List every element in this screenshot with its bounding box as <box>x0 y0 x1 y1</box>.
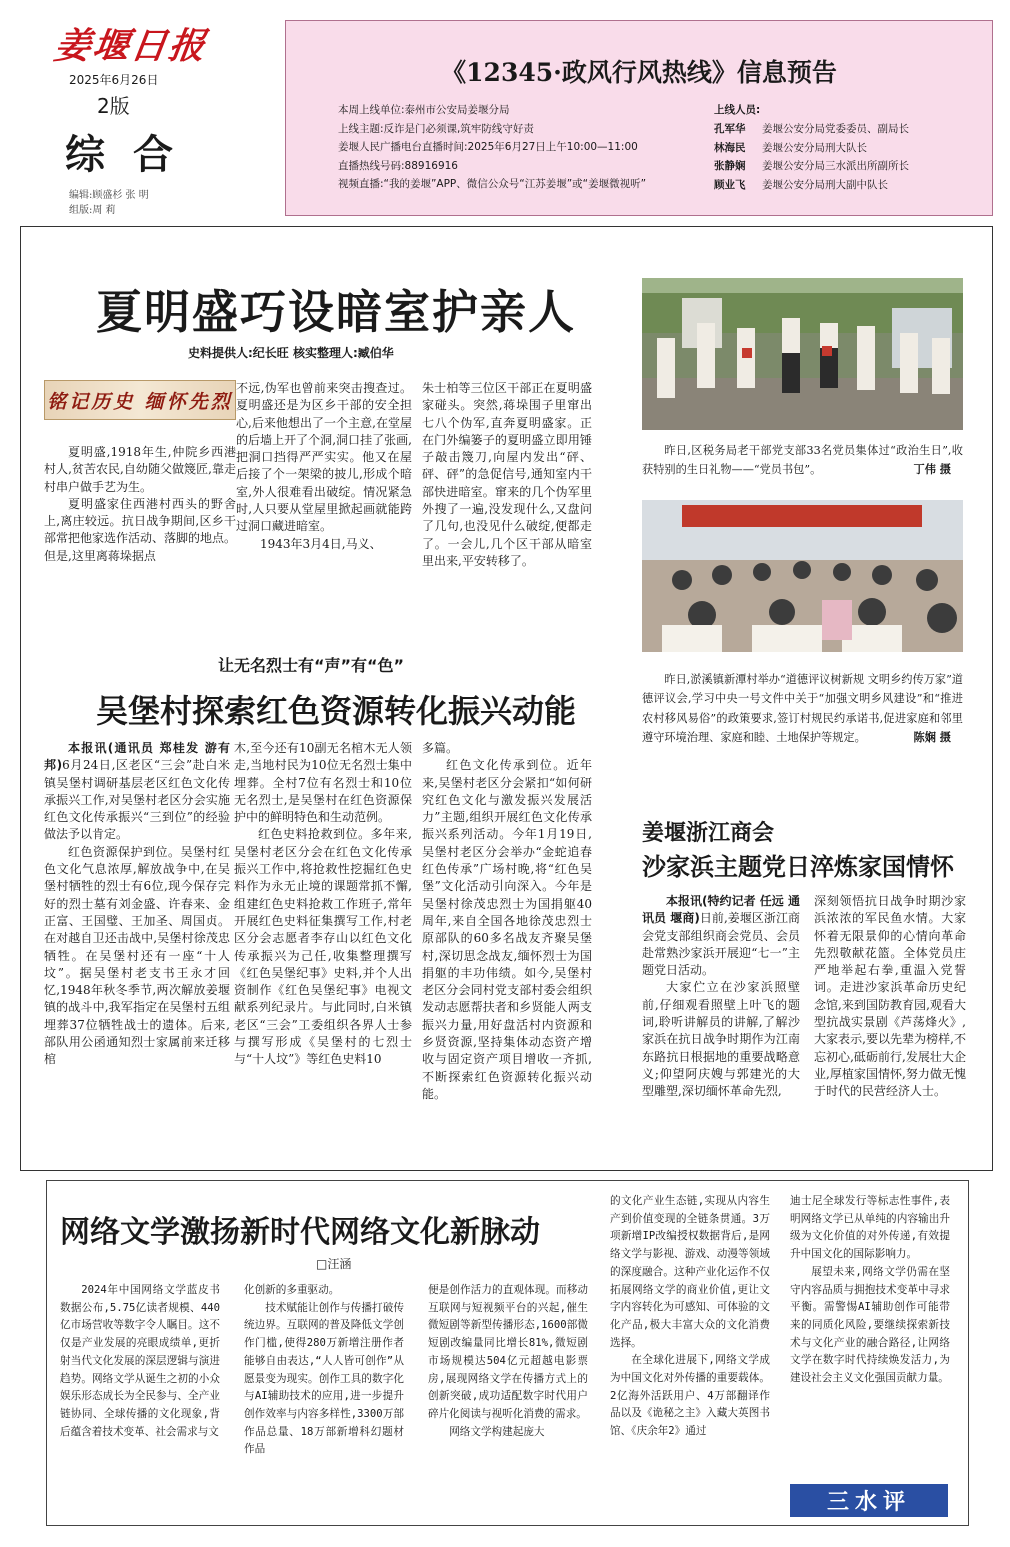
editor-line: 编辑:顾盛杉 张 明 <box>69 190 149 201</box>
photo-morality-meeting-image <box>642 500 963 652</box>
article1-col2 <box>236 380 412 606</box>
article1-byline: 史料提供人:纪长旺 核实整理人:臧伯华 <box>188 346 394 360</box>
article4-col1 <box>60 1282 220 1514</box>
article1-para: 不远,伪军也曾前来突击搜查过。夏明盛还是为区乡干部的安全担心,后来他想出了一个主意,在堂屋的后墙上开了个洞,洞口挂了张画,把洞口挡得严严实实。他又在屋后接了个一架梁的披儿,形成个暗室,外人很难看出破绽。情况紧急时,人只要从堂屋里掀起画就能跨过洞口藏进暗室。 <box>236 381 412 534</box>
photo-tax-bureau <box>642 278 963 430</box>
hotline-guests <box>714 101 909 195</box>
article3-col1 <box>642 893 800 1155</box>
article2-col1 <box>44 740 230 1155</box>
photo2-credit: 陈娴 摄 <box>913 729 951 744</box>
article4-para: 迪士尼全球发行等标志性事件,表明网络文学已从单纯的内容输出升级为文化价值的对外传递,有效提升中国文化的国际影响力。 <box>790 1195 950 1261</box>
hotline-info-line: 姜堰人民广播电台直播时间:2025年6月27日上午10:00—11:00 <box>338 141 638 153</box>
hotline-info-line: 视频直播:“我的姜堰”APP、微信公众号“江苏姜堰”或“姜堰微视听” <box>338 178 647 190</box>
article4-col3 <box>428 1282 588 1514</box>
photo2-caption <box>642 670 963 747</box>
article2-para: 多篇。 <box>422 741 459 755</box>
article4-para: 技术赋能让创作与传播打破传统边界。互联网的普及降低文学创作门槛,使得280万新增注册作者能够自由表达,“人人皆可创作”从愿景变为现实。创作工具的数字化与AI辅助技术的应用,进一步提升创作效率与内容多样性,3300万部作品总量、18万部新增科幻题材作品 <box>244 1301 404 1456</box>
photo1-credit: 丁伟 摄 <box>913 462 951 477</box>
photo1-caption <box>642 441 963 480</box>
article1-col3 <box>422 380 592 606</box>
article3-dateline: 本报讯(特约记者 任远 通讯员 堰商) <box>642 894 800 926</box>
article2-dateline: 本报讯(通讯员 郑桂发 游有邦) <box>44 741 230 773</box>
article2-col3 <box>422 740 592 1155</box>
photo2-caption-text: 昨日,淤溪镇新潭村举办“道德评议树新规 文明乡约传万家”道德评议会,学习中央一号文件中关于“加强文明乡风建设”和“推进农村移风易俗”的政策要求,签订村规民约承诺书,促进家庭和邻里遵守环境治理、家庭和睦、土地保护等规定。 <box>642 673 963 744</box>
photo-morality-meeting <box>642 500 963 652</box>
guests-label: 上线人员: <box>714 104 761 116</box>
article3-title2: 沙家浜主题党日淬炼家国情怀 <box>642 853 954 881</box>
section-title: 综合 <box>65 131 201 178</box>
photo-tax-bureau-image <box>642 278 963 430</box>
article4-title: 网络文学激扬新时代网络文化新脉动 <box>60 1215 540 1250</box>
guest-name: 顾业飞 <box>714 179 746 192</box>
article4-para: 便是创作活力的直观体现。而移动互联网与短视频平台的兴起,催生微短剧等新型传播形态,1600部微短剧改编量同比增长81%,微短剧市场规模达504亿元超越电影票房,展现网络文学在传播方式上的创新突破,成功适配数字时代用户碎片化阅读与视听化消费的需求。 <box>428 1284 588 1420</box>
article3-para: 大家伫立在沙家浜照壁前,仔细观看照壁上叶飞的题词,聆听讲解员的讲解,了解沙家浜在抗日战争时期作为江南东路抗日根据地的重要战略意义;仰望阿庆嫂与郭建光的大型雕塑,深切缅怀革命先烈, <box>642 980 800 1099</box>
article4-para: 2024年中国网络文学蓝皮书数据公布,5.75亿读者规模、440亿市场营收等数字令人瞩目。这不仅是产业发展的亮眼成绩单,更折射当代文化发展的深层逻辑与演进趋势。网络文学从诞生之初的小众娱乐形态成长为全民参与、全产业链协同、全球传播的文化现象,背后蕴含着技术变革、社会需求与文 <box>60 1284 220 1438</box>
guest-row <box>714 176 909 195</box>
history-banner: 铭记历史 缅怀先烈 <box>44 380 236 420</box>
article3-title1: 姜堰浙江商会 <box>642 821 775 846</box>
editor-credits <box>69 188 275 218</box>
article3-col2 <box>814 893 966 1155</box>
article1-para: 夏明盛,1918年生,仲院乡西港村人,贫苦农民,自幼随父做篾匠,靠走村串户做手艺为生。 <box>44 445 236 494</box>
newspaper-logo: 姜堰日报 <box>51 26 210 67</box>
page-number: 2版 <box>97 94 130 118</box>
article3-para: 深刻领悟抗日战争时期沙家浜浓浓的军民鱼水情。大家怀着无限景仰的心情向革命先烈敬献花篮。全体党员庄严地举起右拳,重温入党誓词。走进沙家浜革命历史纪念馆,来到国防教育园,观看大型抗战实景剧《芦荡烽火》,大家表示,要以先辈为榜样,不忘初心,砥砺前行,发展壮大企业,厚植家国情怀,努力做无愧于时代的民营经济人士。 <box>814 894 966 1099</box>
article4-para: 的文化产业生态链,实现从内容生产到价值变现的全链条贯通。3万项新增IP改编授权数据背后,是网络文学与影视、游戏、动漫等领域的深度融合。这种产业化运作不仅拓展网络文学的商业价值,更让文字内容转化为可感知、可体验的文化产品,极大丰富大众的文化消费选择。 <box>610 1195 770 1349</box>
article1-col1 <box>44 444 236 604</box>
article4-para: 展望未来,网络文学仍需在坚守内容品质与拥抱技术变革中寻求平衡。需警惕AI辅助创作可能带来的同质化风险,要继续探索新技术与文化产业的融合路径,让网络文学在数字时代持续焕发活力,为建设社会主义文化强国贡献力量。 <box>790 1265 950 1385</box>
article1-para: 朱士柏等三位区干部正在夏明盛家碰头。突然,蒋垛围子里窜出七八个伪军,直奔夏明盛家。正在门外编篓子的夏明盛立即用锤子敲击篾刀,向屋内发出“砰、砰、砰”的急促信号,通知室内干部快进暗室。窜来的几个伪军里外搜了一遍,没发现什么,又盘问了几句,也没见什么破绽,便都走了。一会儿,几个区干部从暗室里出来,平安转移了。 <box>422 381 592 568</box>
hotline-info-line: 直播热线号码:88916916 <box>338 159 458 172</box>
issue-date: 2025年6月26日 <box>69 73 159 87</box>
hotline-info <box>338 101 646 194</box>
guest-title: 姜堰公安分局刑大副中队长 <box>762 179 888 192</box>
guest-name: 林海民 <box>714 141 746 154</box>
article4-col2 <box>244 1282 404 1514</box>
hotline-info-line: 本周上线单位:泰州市公安局姜堰分局 <box>338 104 510 116</box>
guest-title: 姜堰公安分局三水派出所副所长 <box>762 160 909 173</box>
article4-col5 <box>790 1193 950 1475</box>
article4-author: □汪涵 <box>316 1257 352 1271</box>
hotline-info-line: 上线主题:反诈是门必须课,筑牢防线守好责 <box>338 122 534 135</box>
article4-para: 化创新的多重驱动。 <box>244 1284 340 1296</box>
guest-row <box>714 120 909 139</box>
guest-row <box>714 139 909 158</box>
guest-name: 孔军华 <box>714 122 746 135</box>
photo1-caption-text: 昨日,区税务局老干部党支部33名党员集体过“政治生日”,收获特别的生日礼物——“党员书包”。 <box>642 444 963 477</box>
article2-lead <box>44 740 230 844</box>
article3-lead-text: 日前,姜堰区浙江商会党支部组织商会党员、会员赴常熟沙家浜开展迎“七一”主题党日活动。 <box>642 911 800 978</box>
article2-col2 <box>234 740 412 1155</box>
article2-para: 红色文化传承到位。近年来,吴堡村老区分会紧扣“如何研究红色文化与激发振兴发展活力”主题,组织开展红色文化传承振兴系列活动。今年1月19日,吴堡村老区分会举办“金蛇追春 红色传承”广场村晚,将“红色吴堡”文化活动引向深入。今年是吴堡村徐茂忠烈士为国捐躯40周年,来自全国各地徐茂忠烈士原部队的60多名战友齐聚吴堡村,深切思念战友,缅怀烈士为国捐躯的丰功伟绩。如今,吴堡村老区分会同村党支部村委会组织发动志愿帮扶者和乡贤能人两支振兴力量,用好盘活村内资源和乡贤资源,坚持集体动态资产增收与固定资产项目增收一齐抓,不断探索红色资源转化振兴动能。 <box>422 758 592 1101</box>
guest-title: 姜堰公安分局党委委员、副局长 <box>762 122 909 135</box>
article4-col4 <box>610 1193 770 1515</box>
hotline-notice <box>285 20 993 216</box>
article4-para: 在全球化进展下,网络文学成为中国文化对外传播的重要载体。2亿海外活跃用户、4万部翻译作品以及《诡秘之主》入藏大英图书馆、《庆余年2》通过 <box>610 1354 770 1438</box>
article2-para: 红色资源保护到位。吴堡村红色文化气息浓厚,解放战争中,在吴堡村牺牲的烈士有6位,现今保存完好的烈士墓有刘金盛、许春来、金正富、王国璧、王加圣、周国贞。在对越自卫还击战中,吴堡村徐茂忠牺牲。在吴堡村还有一座“十人坟”。据吴堡村老支书王永才回忆,1948年秋冬季节,两次解放姜堰镇的战斗中,我军指定在吴堡村五组埋葬37位牺牲战士的遗体。后来,部队用公函通知烈士家属前来迁移棺 <box>44 844 230 1067</box>
article2-kicker: 让无名烈士有“声”有“色” <box>218 656 405 675</box>
masthead <box>51 18 275 218</box>
sanshui-review-badge <box>790 1484 948 1517</box>
hotline-title: 《12345·政风行风热线》信息预告 <box>441 58 837 87</box>
article1-para: 1943年3月4日,马义、 <box>260 536 382 551</box>
designer-line: 组版:周 莉 <box>69 205 116 216</box>
guest-name: 张静娴 <box>714 160 746 173</box>
sanshui-badge-label: 三水评 <box>826 1490 911 1515</box>
article2-para: 木,至今还有10副无名棺木无人领走,当地村民为10位无名烈士集中埋葬。全村7位有名烈士和10位无名烈士,是吴堡村在红色资源保护中的鲜明特色和生动范例。 <box>234 741 412 825</box>
article2-title: 吴堡村探索红色资源转化振兴动能 <box>96 692 577 730</box>
article2-para: 红色史料抢救到位。多年来,吴堡村老区分会在红色文化传承振兴工作中,将抢救性挖掘红色史料作为永无止境的课题常抓不懈,组建红色史料抢救工作班子,常年开展红色史料征集撰写工作,村老区分会志愿者李存山以红色文化传承振兴为己任,收集整理撰写《红色吴堡纪事》史料,并个人出资制作《红色吴堡纪事》电视文献系列纪录片。与此同时,白米镇老区“三会”工委组织各界人士参与撰写形成《吴堡村的七烈士与“十人坟”》等红色史料10 <box>234 827 412 1067</box>
article4-para: 网络文学构建起庞大 <box>449 1425 545 1438</box>
article3-lead <box>642 893 800 979</box>
article1-para: 夏明盛家住西港村西头的野舍上,离庄较远。抗日战争期间,区乡干部常把他家选作活动、落脚的地点。但是,这里离蒋垛据点 <box>44 496 236 563</box>
article1-title: 夏明盛巧设暗室护亲人 <box>96 285 576 339</box>
guest-row <box>714 157 909 176</box>
guest-title: 姜堰公安分局刑大队长 <box>762 141 867 154</box>
article2-lead-text: 6月24日,区老区“三会”赴白米镇吴堡村调研基层老区红色文化传承振兴工作,对吴堡村老区分会实施红色文化传承振兴“三到位”的经验做法予以肯定。 <box>44 758 230 842</box>
